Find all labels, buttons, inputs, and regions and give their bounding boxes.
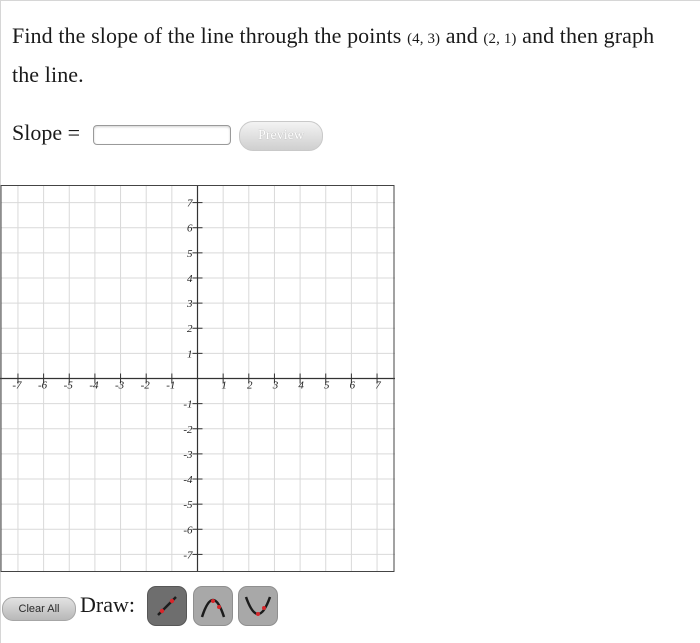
draw-label: Draw: <box>80 592 135 617</box>
y-tick-label: -2 <box>183 423 193 436</box>
y-tick-label: -7 <box>183 549 193 562</box>
x-tick-label: -7 <box>12 379 22 392</box>
y-tick-label: -3 <box>183 448 193 461</box>
parabola-down-tool-button[interactable] <box>238 586 278 626</box>
y-tick-label: 1 <box>187 348 193 361</box>
x-tick-label: 3 <box>272 379 279 392</box>
y-tick-label: 6 <box>187 222 193 235</box>
point-1: (4, 3) <box>407 31 441 47</box>
x-tick-label: -5 <box>63 379 73 392</box>
question-line-1 <box>12 18 700 57</box>
x-tick-label: -3 <box>114 379 125 392</box>
x-tick-label: -2 <box>140 379 150 392</box>
parabola-up-tool-button[interactable] <box>193 586 233 626</box>
y-tick-label: 3 <box>187 298 193 311</box>
line-tool-button[interactable] <box>147 586 187 626</box>
y-tick-label: 2 <box>187 323 193 336</box>
x-tick-label: 6 <box>349 379 356 392</box>
point-2: (2, 1) <box>483 31 517 47</box>
axes <box>0 185 395 572</box>
x-tick-label: -1 <box>166 379 176 392</box>
x-tick-label: 7 <box>375 379 381 392</box>
y-tick-label: -6 <box>183 524 193 537</box>
slope-label: Slope = <box>12 120 81 145</box>
y-tick-label: 4 <box>187 272 193 285</box>
y-tick-label: 5 <box>187 247 193 260</box>
question-prefix: Find the slope of the line through the points <box>12 23 408 48</box>
coordinate-grid[interactable] <box>0 185 395 572</box>
preview-button[interactable]: Preview <box>239 121 323 151</box>
y-tick-label: -5 <box>183 499 193 512</box>
clear-all-button[interactable]: Clear All <box>2 597 76 621</box>
x-tick-label: -4 <box>89 379 99 392</box>
x-tick-label: 1 <box>221 379 227 392</box>
question-text <box>12 18 700 92</box>
question-line-2: the line. <box>12 62 84 87</box>
line-tool-icon <box>148 587 186 625</box>
draw-toolbar <box>0 585 700 629</box>
x-tick-label: 2 <box>247 379 253 392</box>
x-axis-ticks <box>12 374 381 392</box>
y-axis-ticks <box>183 198 202 562</box>
y-tick-label: -4 <box>183 474 193 487</box>
parabola-down-tool-icon <box>239 587 277 625</box>
slope-input[interactable] <box>93 125 231 145</box>
question-middle: and <box>440 23 484 48</box>
graph-area[interactable] <box>0 185 395 572</box>
x-tick-label: -6 <box>38 379 48 392</box>
parabola-up-tool-icon <box>194 587 232 625</box>
y-tick-label: -1 <box>183 398 193 411</box>
question-suffix: and then graph <box>516 23 655 48</box>
x-tick-label: 5 <box>323 379 330 392</box>
y-tick-label: 7 <box>187 197 193 210</box>
x-tick-label: 4 <box>298 379 304 392</box>
